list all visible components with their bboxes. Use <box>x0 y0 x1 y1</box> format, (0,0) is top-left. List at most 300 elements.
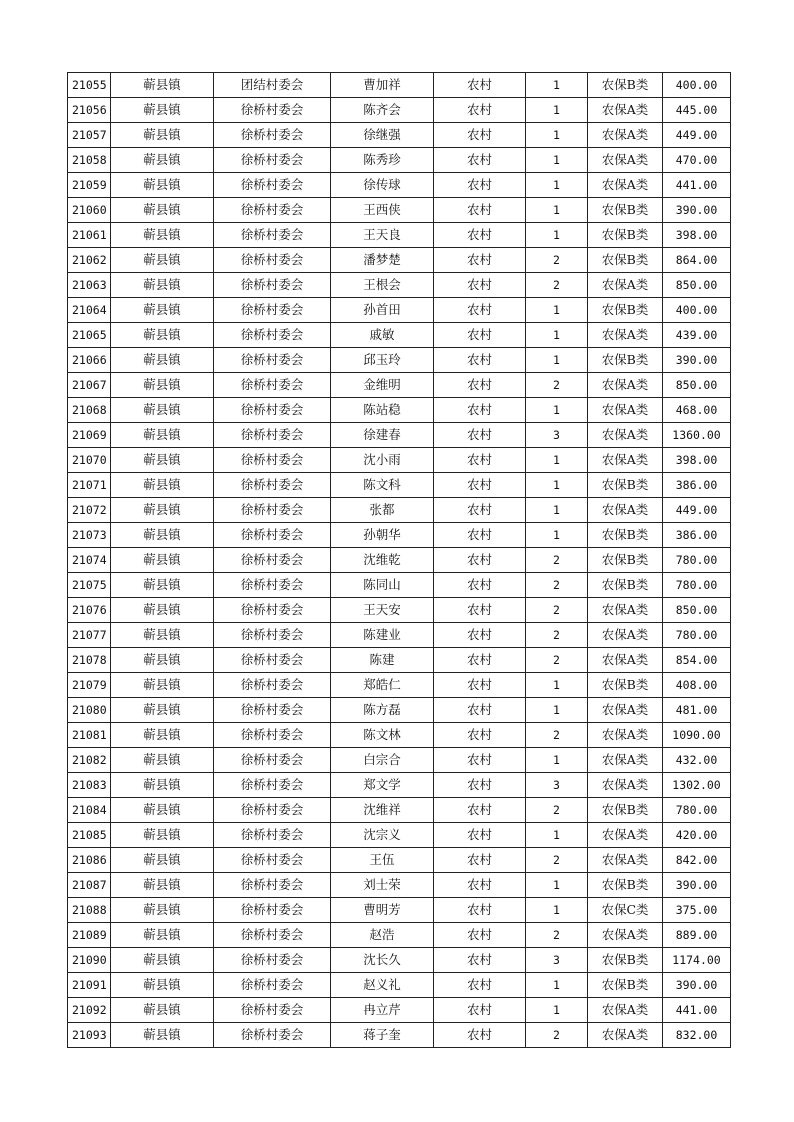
area-type-cell: 农村 <box>434 148 526 173</box>
town-cell: 蕲县镇 <box>111 673 214 698</box>
record-id-cell: 21083 <box>68 773 111 798</box>
name-cell: 陈同山 <box>331 573 434 598</box>
area-type-cell: 农村 <box>434 648 526 673</box>
area-type-cell: 农村 <box>434 948 526 973</box>
amount-cell: 386.00 <box>663 473 731 498</box>
category-cell: 农保A类 <box>588 373 663 398</box>
category-cell: 农保A类 <box>588 998 663 1023</box>
name-cell: 金维明 <box>331 373 434 398</box>
table-row <box>68 73 731 98</box>
category-cell: 农保A类 <box>588 173 663 198</box>
name-cell: 王天良 <box>331 223 434 248</box>
village-committee-cell: 徐桥村委会 <box>214 723 331 748</box>
household-size-cell: 1 <box>526 898 588 923</box>
village-committee-cell: 团结村委会 <box>214 73 331 98</box>
category-cell: 农保A类 <box>588 448 663 473</box>
table-row <box>68 448 731 473</box>
name-cell: 陈齐会 <box>331 98 434 123</box>
town-cell: 蕲县镇 <box>111 423 214 448</box>
household-size-cell: 2 <box>526 923 588 948</box>
town-cell: 蕲县镇 <box>111 473 214 498</box>
area-type-cell: 农村 <box>434 248 526 273</box>
name-cell: 陈文科 <box>331 473 434 498</box>
category-cell: 农保A类 <box>588 398 663 423</box>
village-committee-cell: 徐桥村委会 <box>214 998 331 1023</box>
record-id-cell: 21076 <box>68 598 111 623</box>
town-cell: 蕲县镇 <box>111 698 214 723</box>
area-type-cell: 农村 <box>434 548 526 573</box>
name-cell: 陈建业 <box>331 623 434 648</box>
category-cell: 农保B类 <box>588 873 663 898</box>
area-type-cell: 农村 <box>434 123 526 148</box>
amount-cell: 850.00 <box>663 373 731 398</box>
town-cell: 蕲县镇 <box>111 323 214 348</box>
table-row <box>68 198 731 223</box>
record-id-cell: 21088 <box>68 898 111 923</box>
town-cell: 蕲县镇 <box>111 273 214 298</box>
area-type-cell: 农村 <box>434 998 526 1023</box>
area-type-cell: 农村 <box>434 898 526 923</box>
village-committee-cell: 徐桥村委会 <box>214 498 331 523</box>
amount-cell: 375.00 <box>663 898 731 923</box>
village-committee-cell: 徐桥村委会 <box>214 398 331 423</box>
area-type-cell: 农村 <box>434 923 526 948</box>
table-row <box>68 223 731 248</box>
name-cell: 郑皓仁 <box>331 673 434 698</box>
town-cell: 蕲县镇 <box>111 1023 214 1048</box>
amount-cell: 780.00 <box>663 623 731 648</box>
household-size-cell: 1 <box>526 123 588 148</box>
name-cell: 赵义礼 <box>331 973 434 998</box>
village-committee-cell: 徐桥村委会 <box>214 423 331 448</box>
town-cell: 蕲县镇 <box>111 798 214 823</box>
village-committee-cell: 徐桥村委会 <box>214 223 331 248</box>
household-size-cell: 2 <box>526 548 588 573</box>
category-cell: 农保B类 <box>588 348 663 373</box>
record-id-cell: 21082 <box>68 748 111 773</box>
area-type-cell: 农村 <box>434 348 526 373</box>
name-cell: 陈站稳 <box>331 398 434 423</box>
record-id-cell: 21079 <box>68 673 111 698</box>
table-row <box>68 548 731 573</box>
record-id-cell: 21077 <box>68 623 111 648</box>
table-row <box>68 323 731 348</box>
amount-cell: 398.00 <box>663 223 731 248</box>
household-size-cell: 2 <box>526 248 588 273</box>
household-size-cell: 2 <box>526 573 588 598</box>
record-id-cell: 21065 <box>68 323 111 348</box>
name-cell: 孙首田 <box>331 298 434 323</box>
name-cell: 王天安 <box>331 598 434 623</box>
town-cell: 蕲县镇 <box>111 398 214 423</box>
household-size-cell: 1 <box>526 523 588 548</box>
village-committee-cell: 徐桥村委会 <box>214 473 331 498</box>
record-id-cell: 21058 <box>68 148 111 173</box>
area-type-cell: 农村 <box>434 298 526 323</box>
category-cell: 农保B类 <box>588 973 663 998</box>
amount-cell: 441.00 <box>663 173 731 198</box>
name-cell: 徐传球 <box>331 173 434 198</box>
amount-cell: 1360.00 <box>663 423 731 448</box>
record-id-cell: 21075 <box>68 573 111 598</box>
category-cell: 农保A类 <box>588 723 663 748</box>
table-row <box>68 348 731 373</box>
village-committee-cell: 徐桥村委会 <box>214 648 331 673</box>
household-size-cell: 1 <box>526 98 588 123</box>
amount-cell: 432.00 <box>663 748 731 773</box>
amount-cell: 386.00 <box>663 523 731 548</box>
record-id-cell: 21066 <box>68 348 111 373</box>
amount-cell: 780.00 <box>663 573 731 598</box>
category-cell: 农保B类 <box>588 948 663 973</box>
amount-cell: 390.00 <box>663 348 731 373</box>
name-cell: 陈秀珍 <box>331 148 434 173</box>
record-id-cell: 21064 <box>68 298 111 323</box>
record-id-cell: 21091 <box>68 973 111 998</box>
table-row <box>68 623 731 648</box>
table-row <box>68 848 731 873</box>
name-cell: 陈方磊 <box>331 698 434 723</box>
area-type-cell: 农村 <box>434 848 526 873</box>
table-row <box>68 948 731 973</box>
amount-cell: 400.00 <box>663 298 731 323</box>
amount-cell: 850.00 <box>663 598 731 623</box>
household-size-cell: 1 <box>526 148 588 173</box>
record-id-cell: 21092 <box>68 998 111 1023</box>
household-size-cell: 2 <box>526 798 588 823</box>
household-size-cell: 1 <box>526 748 588 773</box>
category-cell: 农保B类 <box>588 523 663 548</box>
area-type-cell: 农村 <box>434 398 526 423</box>
name-cell: 白宗合 <box>331 748 434 773</box>
category-cell: 农保B类 <box>588 673 663 698</box>
category-cell: 农保A类 <box>588 773 663 798</box>
amount-cell: 481.00 <box>663 698 731 723</box>
record-id-cell: 21093 <box>68 1023 111 1048</box>
area-type-cell: 农村 <box>434 573 526 598</box>
area-type-cell: 农村 <box>434 673 526 698</box>
name-cell: 陈建 <box>331 648 434 673</box>
category-cell: 农保B类 <box>588 798 663 823</box>
category-cell: 农保B类 <box>588 298 663 323</box>
amount-cell: 1302.00 <box>663 773 731 798</box>
area-type-cell: 农村 <box>434 173 526 198</box>
record-id-cell: 21069 <box>68 423 111 448</box>
town-cell: 蕲县镇 <box>111 548 214 573</box>
name-cell: 赵浩 <box>331 923 434 948</box>
name-cell: 沈维乾 <box>331 548 434 573</box>
household-size-cell: 1 <box>526 973 588 998</box>
household-size-cell: 1 <box>526 173 588 198</box>
amount-cell: 780.00 <box>663 798 731 823</box>
village-committee-cell: 徐桥村委会 <box>214 298 331 323</box>
town-cell: 蕲县镇 <box>111 648 214 673</box>
category-cell: 农保B类 <box>588 73 663 98</box>
area-type-cell: 农村 <box>434 73 526 98</box>
village-committee-cell: 徐桥村委会 <box>214 823 331 848</box>
area-type-cell: 农村 <box>434 498 526 523</box>
table-row <box>68 898 731 923</box>
household-size-cell: 1 <box>526 298 588 323</box>
name-cell: 潘梦楚 <box>331 248 434 273</box>
name-cell: 刘士荣 <box>331 873 434 898</box>
village-committee-cell: 徐桥村委会 <box>214 148 331 173</box>
record-id-cell: 21081 <box>68 723 111 748</box>
area-type-cell: 农村 <box>434 448 526 473</box>
village-committee-cell: 徐桥村委会 <box>214 973 331 998</box>
household-size-cell: 1 <box>526 398 588 423</box>
town-cell: 蕲县镇 <box>111 748 214 773</box>
table-row <box>68 1023 731 1048</box>
village-committee-cell: 徐桥村委会 <box>214 873 331 898</box>
name-cell: 沈长久 <box>331 948 434 973</box>
name-cell: 徐继强 <box>331 123 434 148</box>
table-row <box>68 173 731 198</box>
table-row <box>68 823 731 848</box>
record-id-cell: 21060 <box>68 198 111 223</box>
record-id-cell: 21068 <box>68 398 111 423</box>
household-size-cell: 2 <box>526 648 588 673</box>
area-type-cell: 农村 <box>434 223 526 248</box>
record-id-cell: 21073 <box>68 523 111 548</box>
table-row <box>68 798 731 823</box>
town-cell: 蕲县镇 <box>111 223 214 248</box>
amount-cell: 854.00 <box>663 648 731 673</box>
household-size-cell: 3 <box>526 423 588 448</box>
document-page <box>67 72 721 1048</box>
record-id-cell: 21087 <box>68 873 111 898</box>
town-cell: 蕲县镇 <box>111 873 214 898</box>
village-committee-cell: 徐桥村委会 <box>214 123 331 148</box>
town-cell: 蕲县镇 <box>111 298 214 323</box>
town-cell: 蕲县镇 <box>111 523 214 548</box>
area-type-cell: 农村 <box>434 423 526 448</box>
record-id-cell: 21057 <box>68 123 111 148</box>
town-cell: 蕲县镇 <box>111 198 214 223</box>
record-id-cell: 21085 <box>68 823 111 848</box>
amount-cell: 449.00 <box>663 498 731 523</box>
table-row <box>68 673 731 698</box>
town-cell: 蕲县镇 <box>111 948 214 973</box>
category-cell: 农保A类 <box>588 698 663 723</box>
household-size-cell: 1 <box>526 73 588 98</box>
village-committee-cell: 徐桥村委会 <box>214 798 331 823</box>
category-cell: 农保A类 <box>588 848 663 873</box>
category-cell: 农保A类 <box>588 98 663 123</box>
name-cell: 邱玉玲 <box>331 348 434 373</box>
amount-cell: 832.00 <box>663 1023 731 1048</box>
area-type-cell: 农村 <box>434 873 526 898</box>
town-cell: 蕲县镇 <box>111 248 214 273</box>
table-row <box>68 473 731 498</box>
amount-cell: 470.00 <box>663 148 731 173</box>
area-type-cell: 农村 <box>434 323 526 348</box>
household-size-cell: 1 <box>526 198 588 223</box>
area-type-cell: 农村 <box>434 198 526 223</box>
record-id-cell: 21062 <box>68 248 111 273</box>
table-row <box>68 923 731 948</box>
amount-cell: 445.00 <box>663 98 731 123</box>
town-cell: 蕲县镇 <box>111 498 214 523</box>
name-cell: 沈维祥 <box>331 798 434 823</box>
category-cell: 农保A类 <box>588 423 663 448</box>
village-committee-cell: 徐桥村委会 <box>214 173 331 198</box>
household-size-cell: 1 <box>526 498 588 523</box>
amount-cell: 1090.00 <box>663 723 731 748</box>
household-size-cell: 1 <box>526 998 588 1023</box>
town-cell: 蕲县镇 <box>111 973 214 998</box>
household-size-cell: 2 <box>526 723 588 748</box>
town-cell: 蕲县镇 <box>111 348 214 373</box>
household-size-cell: 2 <box>526 1023 588 1048</box>
village-committee-cell: 徐桥村委会 <box>214 248 331 273</box>
town-cell: 蕲县镇 <box>111 373 214 398</box>
table-row <box>68 398 731 423</box>
table-row <box>68 873 731 898</box>
table-row <box>68 373 731 398</box>
village-committee-cell: 徐桥村委会 <box>214 448 331 473</box>
table-row <box>68 648 731 673</box>
town-cell: 蕲县镇 <box>111 123 214 148</box>
table-row <box>68 598 731 623</box>
area-type-cell: 农村 <box>434 523 526 548</box>
category-cell: 农保B类 <box>588 248 663 273</box>
town-cell: 蕲县镇 <box>111 173 214 198</box>
record-id-cell: 21078 <box>68 648 111 673</box>
amount-cell: 780.00 <box>663 548 731 573</box>
amount-cell: 400.00 <box>663 73 731 98</box>
name-cell: 曹明芳 <box>331 898 434 923</box>
amount-cell: 468.00 <box>663 398 731 423</box>
town-cell: 蕲县镇 <box>111 448 214 473</box>
town-cell: 蕲县镇 <box>111 823 214 848</box>
category-cell: 农保A类 <box>588 498 663 523</box>
record-id-cell: 21090 <box>68 948 111 973</box>
category-cell: 农保A类 <box>588 1023 663 1048</box>
record-id-cell: 21072 <box>68 498 111 523</box>
table-row <box>68 973 731 998</box>
village-committee-cell: 徐桥村委会 <box>214 348 331 373</box>
amount-cell: 842.00 <box>663 848 731 873</box>
town-cell: 蕲县镇 <box>111 923 214 948</box>
table-row <box>68 998 731 1023</box>
category-cell: 农保B类 <box>588 548 663 573</box>
amount-cell: 889.00 <box>663 923 731 948</box>
name-cell: 王根会 <box>331 273 434 298</box>
record-id-cell: 21084 <box>68 798 111 823</box>
area-type-cell: 农村 <box>434 473 526 498</box>
village-committee-cell: 徐桥村委会 <box>214 1023 331 1048</box>
table-row <box>68 523 731 548</box>
record-id-cell: 21071 <box>68 473 111 498</box>
table-row <box>68 423 731 448</box>
record-id-cell: 21086 <box>68 848 111 873</box>
village-committee-cell: 徐桥村委会 <box>214 598 331 623</box>
category-cell: 农保A类 <box>588 148 663 173</box>
name-cell: 蒋子奎 <box>331 1023 434 1048</box>
category-cell: 农保A类 <box>588 823 663 848</box>
amount-cell: 408.00 <box>663 673 731 698</box>
village-committee-cell: 徐桥村委会 <box>214 198 331 223</box>
village-committee-cell: 徐桥村委会 <box>214 773 331 798</box>
town-cell: 蕲县镇 <box>111 773 214 798</box>
village-committee-cell: 徐桥村委会 <box>214 948 331 973</box>
category-cell: 农保A类 <box>588 123 663 148</box>
table-row <box>68 123 731 148</box>
table-row <box>68 148 731 173</box>
village-committee-cell: 徐桥村委会 <box>214 923 331 948</box>
area-type-cell: 农村 <box>434 98 526 123</box>
household-size-cell: 2 <box>526 623 588 648</box>
table-row <box>68 98 731 123</box>
amount-cell: 864.00 <box>663 248 731 273</box>
category-cell: 农保B类 <box>588 223 663 248</box>
category-cell: 农保B类 <box>588 198 663 223</box>
area-type-cell: 农村 <box>434 823 526 848</box>
record-id-cell: 21063 <box>68 273 111 298</box>
category-cell: 农保A类 <box>588 623 663 648</box>
household-size-cell: 1 <box>526 673 588 698</box>
table-row <box>68 723 731 748</box>
household-size-cell: 1 <box>526 823 588 848</box>
name-cell: 张都 <box>331 498 434 523</box>
area-type-cell: 农村 <box>434 748 526 773</box>
name-cell: 徐建春 <box>331 423 434 448</box>
name-cell: 孙朝华 <box>331 523 434 548</box>
amount-cell: 390.00 <box>663 973 731 998</box>
table-row <box>68 248 731 273</box>
record-id-cell: 21080 <box>68 698 111 723</box>
household-size-cell: 2 <box>526 373 588 398</box>
household-size-cell: 3 <box>526 948 588 973</box>
area-type-cell: 农村 <box>434 973 526 998</box>
category-cell: 农保C类 <box>588 898 663 923</box>
amount-cell: 390.00 <box>663 198 731 223</box>
household-size-cell: 1 <box>526 348 588 373</box>
area-type-cell: 农村 <box>434 798 526 823</box>
area-type-cell: 农村 <box>434 773 526 798</box>
area-type-cell: 农村 <box>434 623 526 648</box>
record-id-cell: 21067 <box>68 373 111 398</box>
village-committee-cell: 徐桥村委会 <box>214 573 331 598</box>
table-row <box>68 273 731 298</box>
amount-cell: 449.00 <box>663 123 731 148</box>
household-size-cell: 1 <box>526 448 588 473</box>
town-cell: 蕲县镇 <box>111 998 214 1023</box>
village-committee-cell: 徐桥村委会 <box>214 673 331 698</box>
household-size-cell: 2 <box>526 598 588 623</box>
record-id-cell: 21059 <box>68 173 111 198</box>
area-type-cell: 农村 <box>434 698 526 723</box>
village-committee-cell: 徐桥村委会 <box>214 273 331 298</box>
household-size-cell: 1 <box>526 323 588 348</box>
amount-cell: 390.00 <box>663 873 731 898</box>
household-size-cell: 1 <box>526 473 588 498</box>
household-size-cell: 1 <box>526 223 588 248</box>
village-committee-cell: 徐桥村委会 <box>214 748 331 773</box>
table-row <box>68 498 731 523</box>
area-type-cell: 农村 <box>434 598 526 623</box>
category-cell: 农保A类 <box>588 748 663 773</box>
household-size-cell: 2 <box>526 273 588 298</box>
town-cell: 蕲县镇 <box>111 848 214 873</box>
category-cell: 农保B类 <box>588 473 663 498</box>
record-id-cell: 21055 <box>68 73 111 98</box>
village-committee-cell: 徐桥村委会 <box>214 698 331 723</box>
village-committee-cell: 徐桥村委会 <box>214 848 331 873</box>
household-size-cell: 3 <box>526 773 588 798</box>
record-id-cell: 21074 <box>68 548 111 573</box>
